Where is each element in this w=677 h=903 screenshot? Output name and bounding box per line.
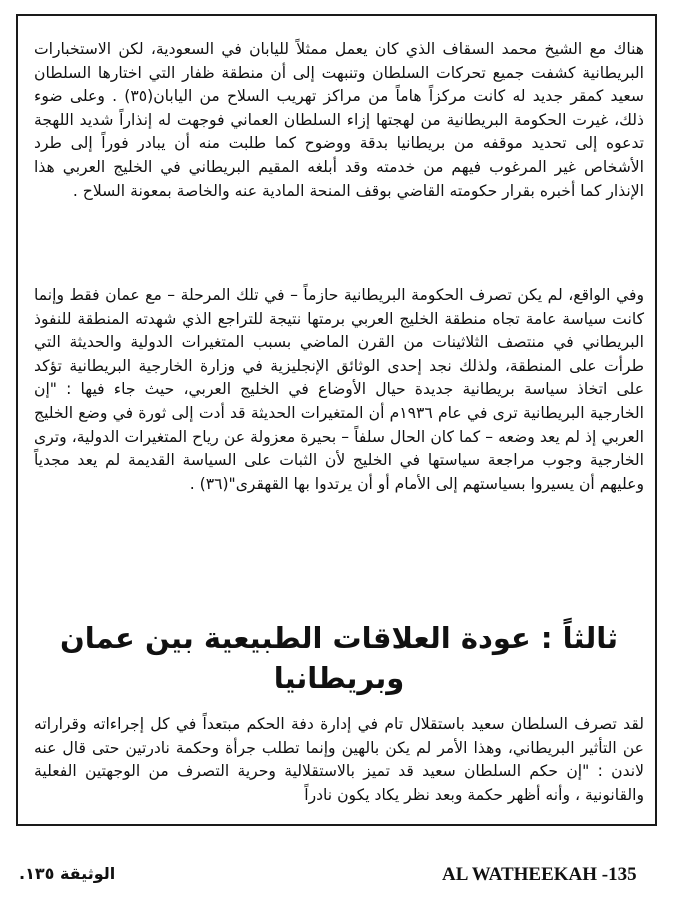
body-paragraph-1: هناك مع الشيخ محمد السقاف الذي كان يعمل ممثلاً لليابان في السعودية، لكن الاستخبارات البريطانية كشفت جميع تحركات السلطان وتنبهت إلى أن منطقة ظفار التي اختارها السلطان سعيد كمقر جديد له كانت مركزاً هاماً من مراكز تهريب السلاح من اليابان(٣٥) . وعلى ضوء ذلك، غيرت الحكومة البريطانية من لهجتها إزاء السلطان العماني فوجهت له إنذاراً شديد اللهجة تدعوه إلى تحديد موقفه من بريطانيا بدقة ووضوح كما طلبت منه أن يبادر فوراً إلى طرد الأشخاص غير المرغوب فيهم من خدمته وقد أبلغه المقيم البريطاني في الخليج العربي هذا الإنذار كما أخبره بقرار حكومته القاضي بوقف المنحة المادية عنه والخاصة بمعونة السلاح .: [34, 40, 644, 200]
footer-page-label-latin: AL WATHEEKAH -135: [442, 864, 637, 885]
body-paragraph-3: لقد تصرف السلطان سعيد باستقلال تام في إدارة دفة الحكم مبتعداً في كل إجراءاته وقراراته عن التأثير البريطاني، وهذا الأمر لم يكن بالهين وإنما تطلب جرأة وحكمة نادرتين حتى قال عنه لاندن : "إن حكم السلطان سعيد قد تميز بالاستقلالية وحرية التصرف من الوجهتين الفعلية والقانونية ، وأنه أظهر حكمة وبعد نظر يكاد يكون نادراً: [34, 715, 644, 804]
section-heading: ثالثاً : عودة العلاقات الطبيعية بين عمان وبريطانيا: [59, 621, 619, 695]
footer-page-label-arabic: الوثيقة ١٣٥.: [19, 864, 116, 883]
body-paragraph-2: وفي الواقع، لم يكن تصرف الحكومة البريطانية حازماً – في تلك المرحلة – مع عمان فقط وإنما كانت سياسة عامة تجاه منطقة الخليج العربي برمتها نتيجة للتراجع الذي شهدته المنطقة للنفوذ البريطاني في منتصف الثلاثينات من القرن الماضي بسبب المتغيرات الدولية والحديثة التي طرأت على المنطقة، ولذلك نجد إحدى الوثائق الإنجليزية في وزارة الخارجية البريطانية تؤكد على اتخاذ سياسة بريطانية جديدة حيال الأوضاع في الخليج العربي، حيث جاء فيها : "إن الخارجية البريطانية ترى في عام ١٩٣٦م أن المتغيرات الحديثة قد أدت إلى ثورة في وضع الخليج العربي إذ لم يعد وضعه – كما كان الحال سلفاً – بحيرة معزولة عن رياح المتغيرات الدولية، وترى الخارجية وجوب مراجعة سياستها في الخليج لأن الثبات على السياسة القديمة لم يعد مجدياً وعليهم أن يسيروا بسياستهم إلى الأمام أو أن يرتدوا بها القهقرى"(٣٦) .: [34, 286, 644, 493]
